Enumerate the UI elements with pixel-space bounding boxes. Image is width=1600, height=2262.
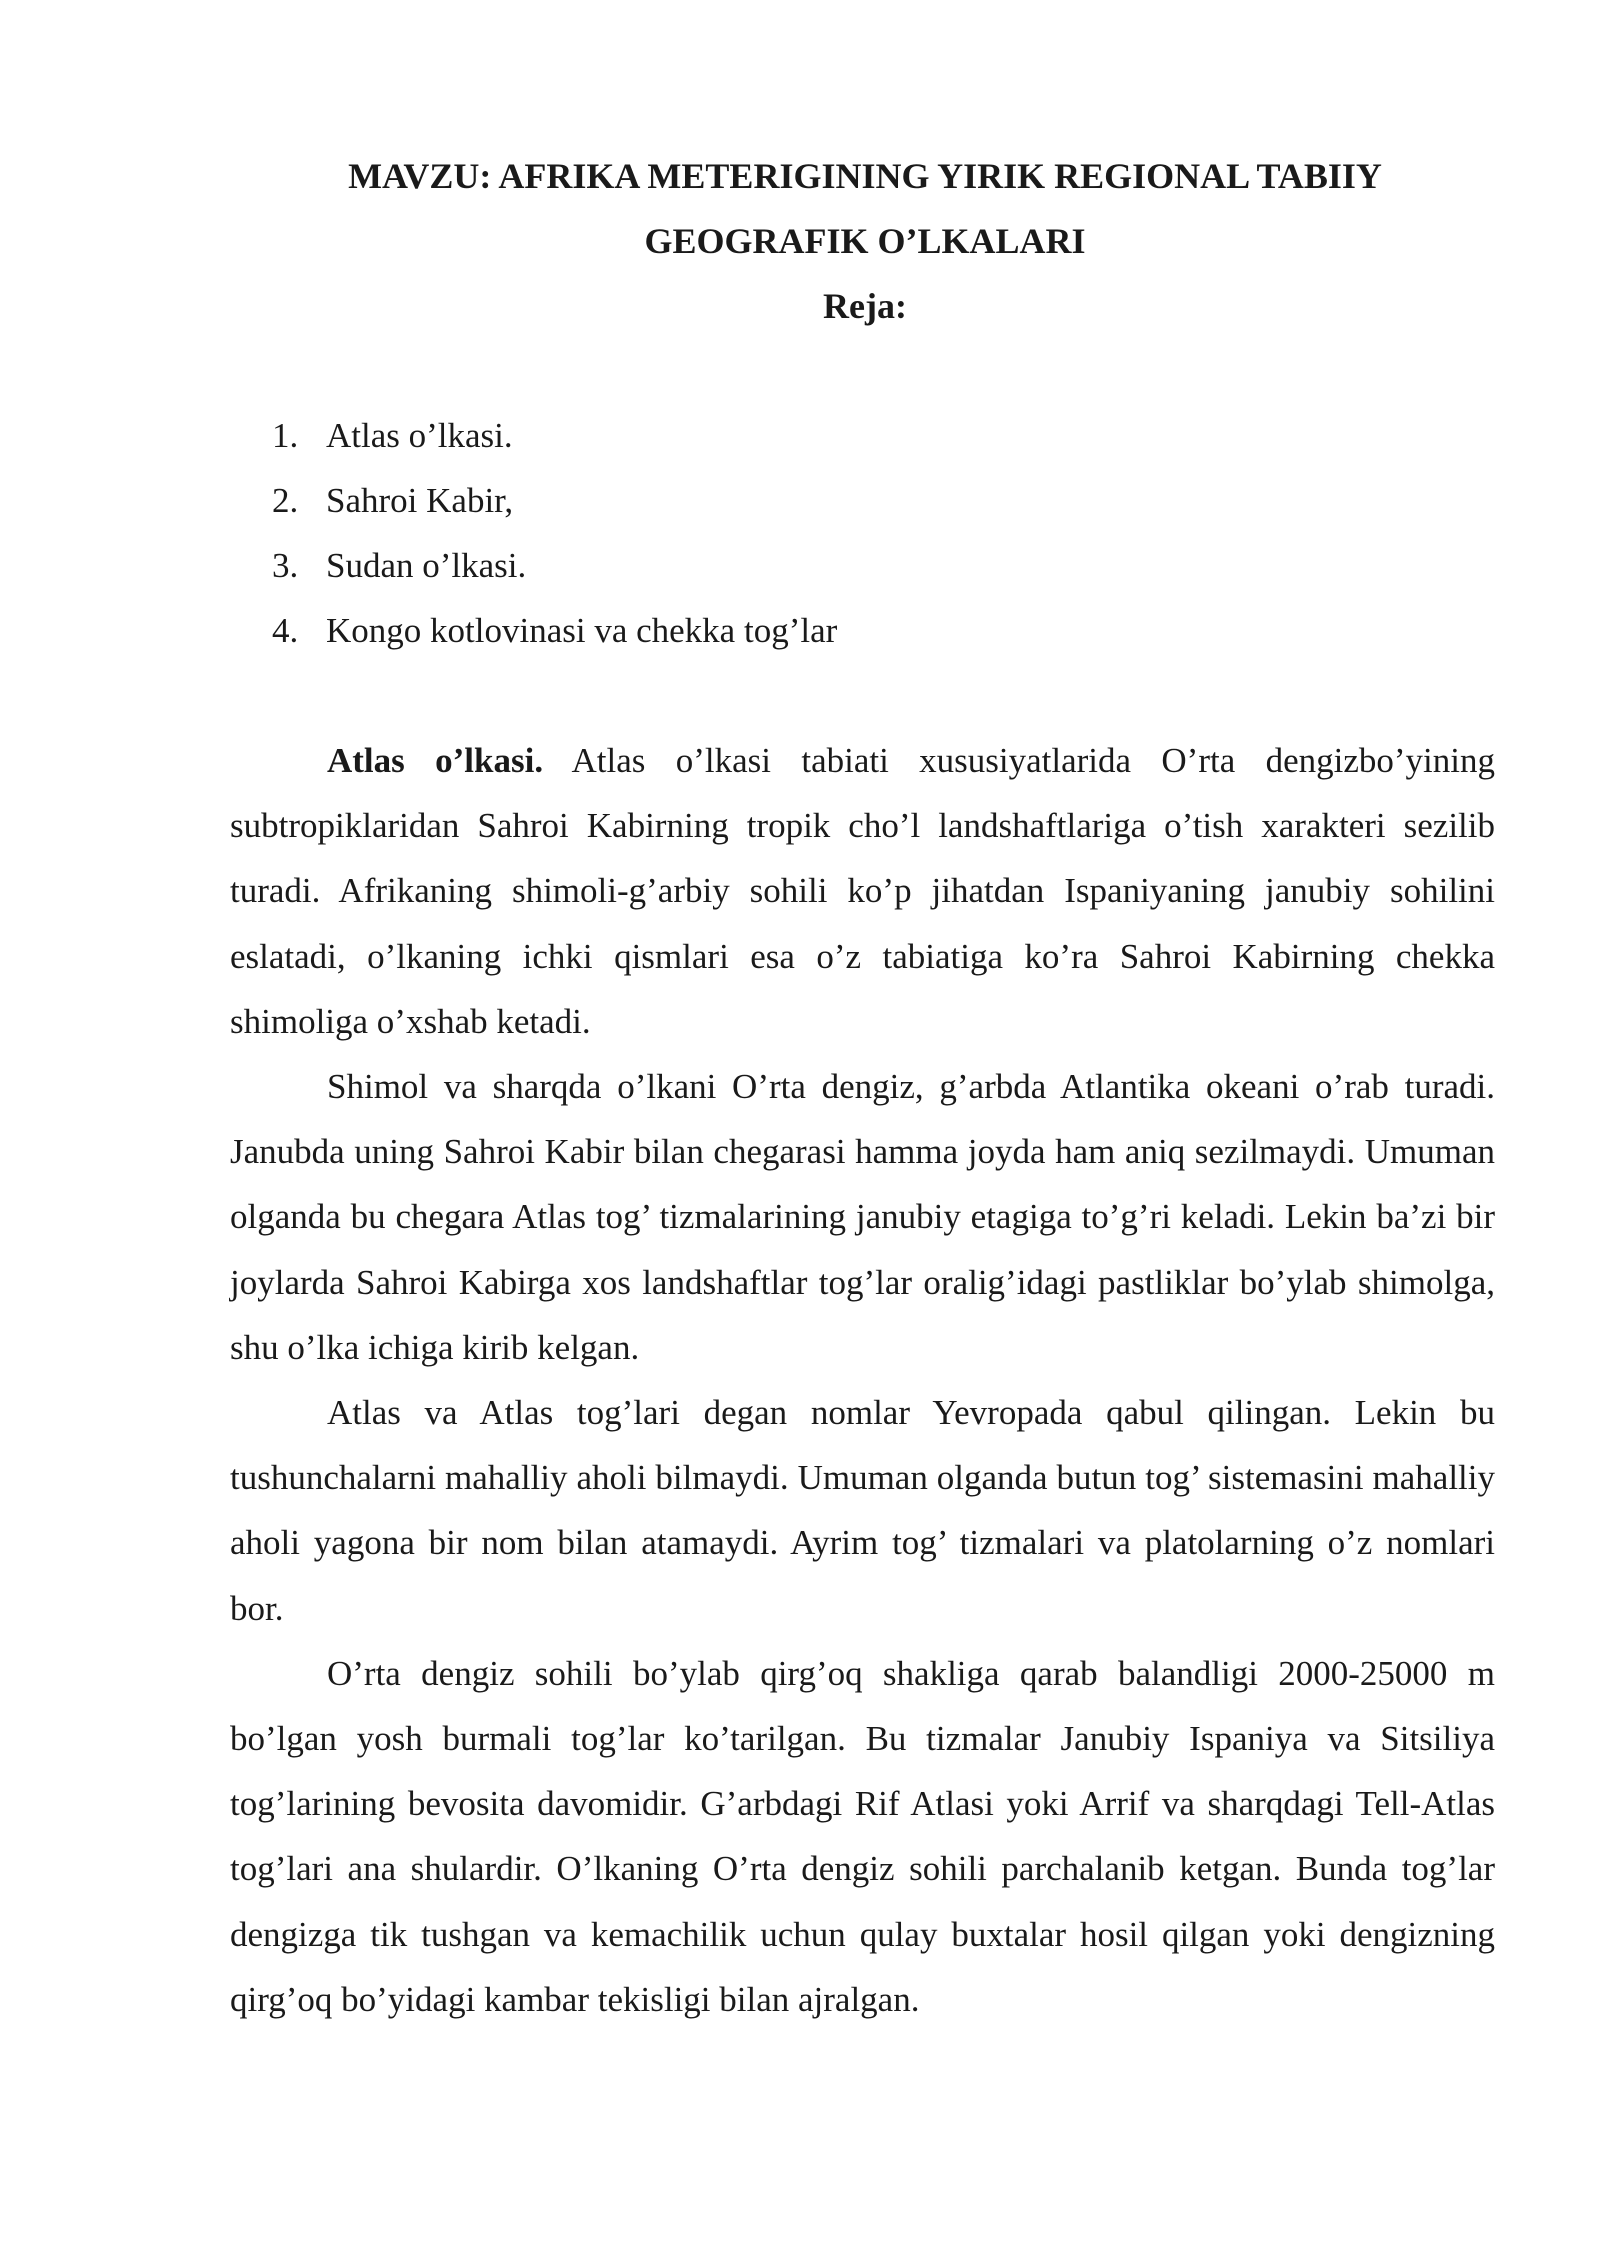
plan-item-text: Kongo kotlovinasi va chekka tog’lar xyxy=(326,611,838,650)
plan-item xyxy=(272,533,837,598)
body-text xyxy=(230,728,1495,2032)
paragraph-mountains xyxy=(230,1641,1495,2032)
document-title-line-2: GEOGRAFIK O’LKALARI xyxy=(644,221,1086,261)
plan-item-text: Sahroi Kabir, xyxy=(326,481,514,520)
document-title-line-1: MAVZU: AFRIKA METERIGINING YIRIK REGIONAL TABIIY xyxy=(348,156,1382,196)
plan-item-number: 2. xyxy=(272,481,299,520)
paragraph-text: Shimol va sharqda o’lkani O’rta dengiz, g’arbda Atlantika okeani o’rab turadi. Janubda uning Sahroi Kabir bilan chegarasi hamma joyda ham aniq sezilmaydi. Umuman olganda bu chegara Atlas tog’ tizmalarining janubiy etagiga to’g’ri keladi. Lekin ba’zi bir joylarda Sahroi Kabirga xos landshaftlar tog’lar oralig’idagi pastliklar bo’ylab shimolga, shu o’lka ichiga kirib kelgan. xyxy=(230,1067,1495,1367)
plan-item xyxy=(272,468,837,533)
paragraph-names xyxy=(230,1380,1495,1641)
plan-item-number: 1. xyxy=(272,416,299,455)
paragraph-text: Atlas va Atlas tog’lari degan nomlar Yevropada qabul qilingan. Lekin bu tushunchalarni mahalliy aholi bilmaydi. Umuman olganda butun tog’ sistemasini mahalliy aholi yagona bir nom bilan atamaydi. Ayrim tog’ tizmalari va platolarning o’z nomlari bor. xyxy=(230,1393,1495,1628)
plan-item xyxy=(272,403,837,468)
plan-item-number: 4. xyxy=(272,611,299,650)
plan-list xyxy=(272,403,837,663)
plan-item-text: Sudan o’lkasi. xyxy=(326,546,527,585)
paragraph-lead: Atlas o’lkasi. xyxy=(327,741,544,780)
paragraph-atlas-intro xyxy=(230,728,1495,1054)
plan-heading: Reja: xyxy=(823,286,907,326)
paragraph-text: O’rta dengiz sohili bo’ylab qirg’oq shakliga qarab balandligi 2000-25000 m bo’lgan yosh burmali tog’lar ko’tarilgan. Bu tizmalar Janubiy Ispaniya va Sitsiliya tog’larining bevosita davomidir. G’arbdagi Rif Atlasi yoki Arrif va sharqdagi Tell-Atlas tog’lari ana shulardir. O’lkaning O’rta dengiz sohili parchalanib ketgan. Bunda tog’lar dengizga tik tushgan va kemachilik uchun qulay buxtalar hosil qilgan yoki dengizning qirg’oq bo’yidagi kambar tekisligi bilan ajralgan. xyxy=(230,1653,1495,2019)
plan-item-text: Atlas o’lkasi. xyxy=(326,416,513,455)
plan-item xyxy=(272,598,837,663)
paragraph-borders xyxy=(230,1054,1495,1380)
paragraph-text: Atlas o’lkasi tabiati xususiyatlarida O’rta dengizbo’yining subtropiklaridan Sahroi Kabirning tropik cho’l landshaftlariga o’tish xarakteri sezilib turadi. Afrikaning shimoli-g’arbiy sohili ko’p jihatdan Ispaniyaning janubiy sohilini eslatadi, o’lkaning ichki qismlari esa o’z tabiatiga ko’ra Sahroi Kabirning chekka shimoliga o’xshab ketadi. xyxy=(230,741,1496,1041)
plan-item-number: 3. xyxy=(272,546,299,585)
